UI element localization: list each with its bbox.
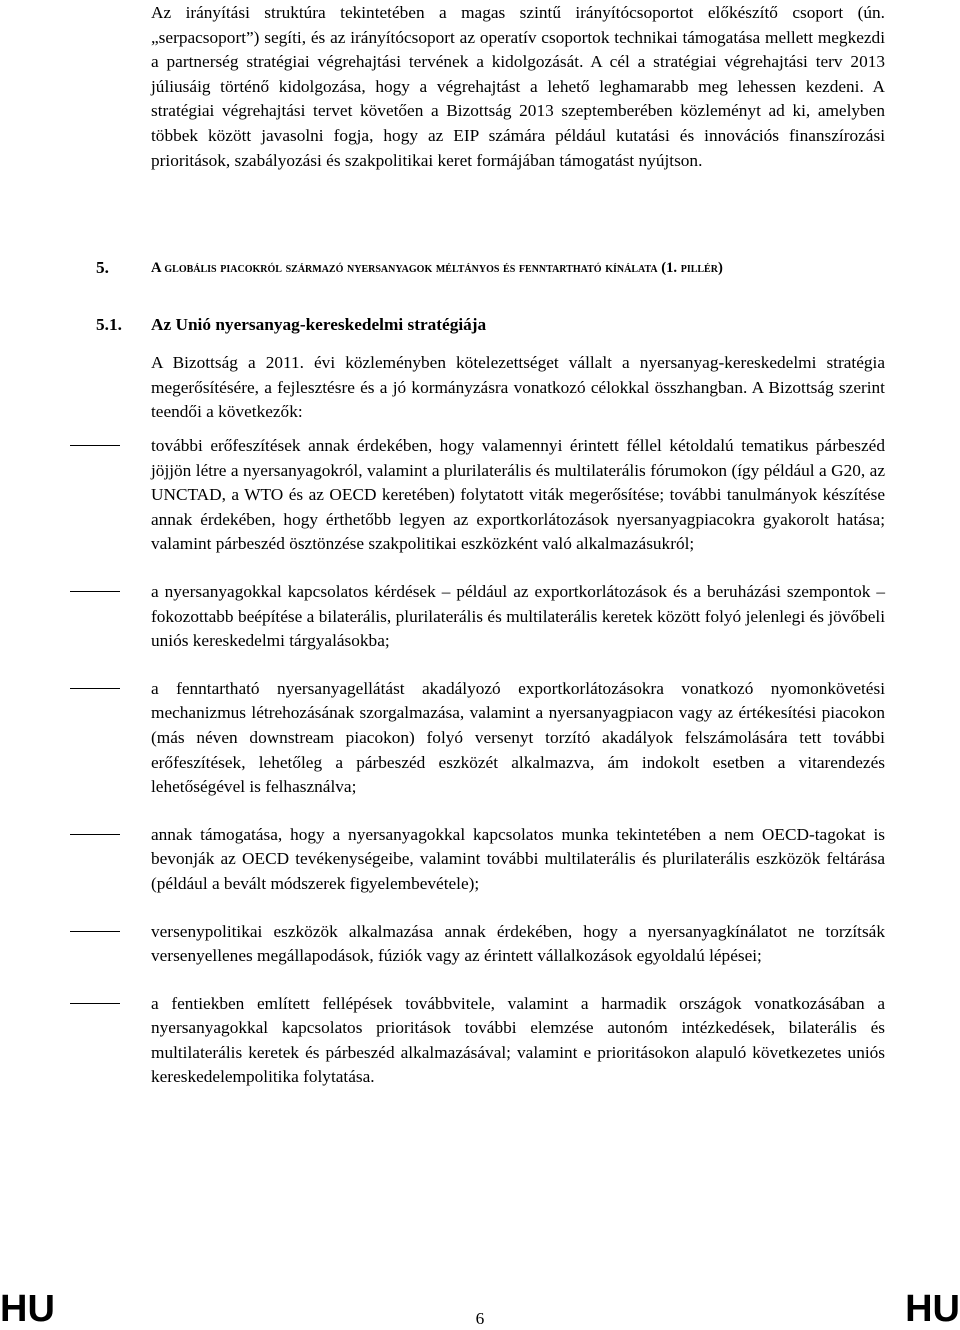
section-5-1-body	[151, 351, 885, 425]
dash-bullet-icon	[70, 834, 120, 835]
footer-language-code-left: HU	[0, 1288, 55, 1330]
footer-language-code-right: HU	[905, 1288, 960, 1330]
section-5-1-number: 5.1.	[96, 315, 122, 334]
section-5-title: A globális piacokról származó nyersanyagok méltányos és fenntartható kínálata (1. pillér)	[151, 260, 723, 276]
list-item	[0, 823, 960, 897]
list-item	[0, 920, 960, 969]
intro-paragraph: Az irányítási struktúra tekintetében a magas szintű irányítócsoportot előkészítő csoport (ún. „serpacsoport”) segíti, és az irányítócsoport az operatív csoportok technikai támogatása mellett megkezdi a partnerség stratégiai végrehajtási tervének a kidolgozását. A cél a stratégiai végrehajtási terv 2013 júliusáig történő kidolgozása, hogy a végrehajtást a lehető leghamarabb meg lehessen kezdeni. A stratégiai végrehajtási tervet követően a Bizottság 2013 szeptemberében közleményt ad ki, amelyben többek között javasolni fogja, hogy az EIP számára például kutatási és innovációs finanszírozási prioritások, szabályozási és szakpolitikai keret formájában támogatást nyújtson.	[151, 3, 885, 170]
dash-bullet-icon	[70, 445, 120, 446]
section-5-1-title: Az Unió nyersanyag-kereskedelmi stratégiája	[151, 315, 487, 334]
list-item-text: a nyersanyagokkal kapcsolatos kérdések – például az exportkorlátozások és a beruházási szempontok – fokozottabb beépítése a bilaterális, plurilaterális és multilaterális keretek között folyó jelenlegi és jövőbeli uniós kereskedelmi tárgyalásokba;	[151, 581, 885, 651]
list-item	[0, 677, 960, 800]
dash-bullet-icon	[70, 1003, 120, 1004]
section-5-1-paragraph: A Bizottság a 2011. évi közleményben kötelezettséget vállalt a nyersanyag-kereskedelmi stratégia megerősítésére, a fejlesztésre és a jó kormányzásra vonatkozó célokkal összhangban. A Bizottság szerint teendői a következők:	[151, 353, 885, 422]
list-item-text: annak támogatása, hogy a nyersanyagokkal kapcsolatos munka tekintetében a nem OECD-tagokat is bevonják az OECD tevékenységeibe, valamint további multilaterális és plurilaterális eszközök feltárása (például a bevált módszerek figyelembevétele);	[151, 824, 885, 893]
dash-bullet-icon	[70, 931, 120, 932]
intro-block	[151, 1, 885, 173]
dash-bullet-icon	[70, 688, 120, 689]
list-item-text: további erőfeszítések annak érdekében, hogy valamennyi érintett féllel kétoldalú tematikus párbeszéd jöjjön létre a nyersanyagokról, valamint a plurilaterális és multilaterális fórumokon (így például a G20, az UNCTAD, a WTO és az OECD keretében) folytatott viták megerősítése; további tanulmányok készítése annak érdekében, hogy érthetőbb legyen az exportkorlátozások nyersanyagpiacokra gyakorolt hatása; valamint párbeszéd ösztönzése szakpolitikai eszközként való alkalmazásukról;	[151, 436, 885, 554]
section-5-number: 5.	[96, 258, 109, 277]
list-item-text: a fenntartható nyersanyagellátást akadályozó exportkorlátozásokra vonatkozó nyomonkövetési mechanizmus létrehozásának szorgalmazása, valamint a nyersanyagpiacon vagy az értékesítési piacokon (más néven downstream piacokon) folyó versenyt torzító akadályok felszámolására tett további erőfeszítések, lehetőleg a párbeszéd eszközét alkalmazva, ám indokolt esetben a vitarendezés lehetőségével is felhasználva;	[151, 678, 885, 797]
dash-bullet-icon	[70, 591, 120, 592]
list-item	[0, 434, 960, 557]
list-item	[0, 580, 960, 654]
list-item-text: a fentiekben említett fellépések továbbvitele, valamint a harmadik országok vonatkozásában a nyersanyagokkal kapcsolatos prioritások további elemzése autonóm intézkedések, bilaterális és multilaterális keretek és párbeszéd alkalmazásával; valamint e prioritásokon alapuló következetes uniós kereskedelempolitika folytatása.	[151, 993, 885, 1087]
list-item	[0, 992, 960, 1090]
list-item-text: versenypolitikai eszközök alkalmazása annak érdekében, hogy a nyersanyagkínálatot ne torzítsák versenyellenes megállapodások, fúziók vagy az érintett vállalkozások egyoldalú lépései;	[151, 921, 885, 966]
page-number: 6	[475, 1309, 485, 1328]
bullet-list	[0, 434, 960, 1113]
